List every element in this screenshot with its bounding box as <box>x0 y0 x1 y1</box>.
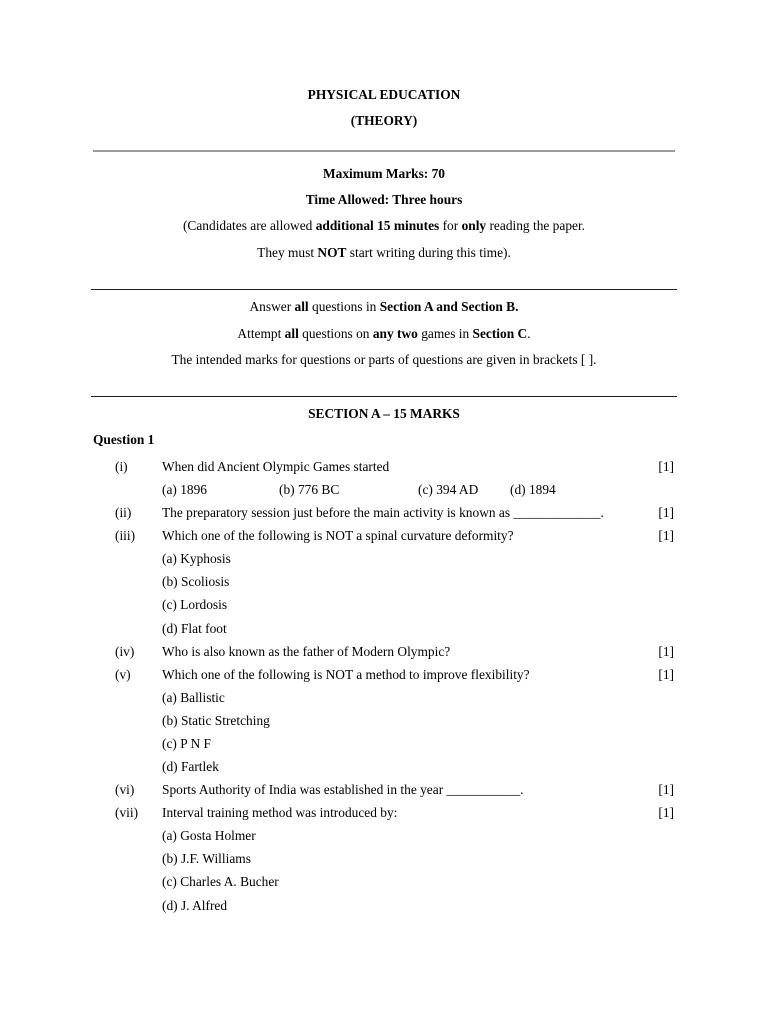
item-text: Interval training method was introduced by: <box>162 805 398 820</box>
item-marks: [1] <box>658 505 674 520</box>
option-d: (d) Fartlek <box>162 759 219 774</box>
item-number: (iii) <box>115 528 136 543</box>
instruction-line-2: Attempt all questions on any two games in Section C. <box>237 326 531 341</box>
item-marks: [1] <box>658 667 674 682</box>
item-marks: [1] <box>658 644 674 659</box>
item-number: (vi) <box>115 782 135 797</box>
option-b: (b) J.F. Williams <box>162 851 251 866</box>
option-d: (d) J. Alfred <box>162 898 228 913</box>
option-c: (c) 394 AD <box>418 482 479 497</box>
item-marks: [1] <box>658 528 674 543</box>
item-text: Which one of the following is NOT a spinal curvature deformity? <box>162 528 514 543</box>
option-d: (d) Flat foot <box>162 621 227 636</box>
question-label: Question 1 <box>93 432 155 447</box>
item-number: (vii) <box>115 805 139 820</box>
item-number: (i) <box>115 459 128 474</box>
option-b: (b) 776 BC <box>279 482 340 497</box>
option-a: (a) Kyphosis <box>162 551 231 566</box>
item-number: (iv) <box>115 644 135 659</box>
item-marks: [1] <box>658 459 674 474</box>
option-c: (c) P N F <box>162 736 211 751</box>
item-text: Sports Authority of India was established in the year ___________. <box>162 782 524 797</box>
option-a: (a) Gosta Holmer <box>162 828 256 843</box>
max-marks: Maximum Marks: 70 <box>323 166 445 181</box>
item-text: Which one of the following is NOT a method to improve flexibility? <box>162 667 530 682</box>
option-d: (d) 1894 <box>510 482 556 497</box>
item-text: When did Ancient Olympic Games started <box>162 459 390 474</box>
item-marks: [1] <box>658 805 674 820</box>
option-a: (a) Ballistic <box>162 690 225 705</box>
item-marks: [1] <box>658 782 674 797</box>
section-title: SECTION A – 15 MARKS <box>308 406 460 421</box>
option-c: (c) Charles A. Bucher <box>162 874 279 889</box>
item-number: (v) <box>115 667 131 682</box>
time-allowed: Time Allowed: Three hours <box>305 192 463 207</box>
item-text: Who is also known as the father of Modern Olympic? <box>162 644 451 659</box>
header-divider <box>93 150 675 152</box>
paper-type: (THEORY) <box>350 113 418 128</box>
option-a: (a) 1896 <box>162 482 207 497</box>
reading-note: (Candidates are allowed additional 15 minutes for only reading the paper. <box>182 218 586 233</box>
option-b: (b) Scoliosis <box>162 574 230 589</box>
instructions-divider <box>91 396 677 397</box>
item-number: (ii) <box>115 505 132 520</box>
info-divider <box>91 289 677 290</box>
option-b: (b) Static Stretching <box>162 713 270 728</box>
item-text: The preparatory session just before the main activity is known as _____________. <box>162 505 604 520</box>
writing-note: They must NOT start writing during this time). <box>257 245 511 260</box>
option-c: (c) Lordosis <box>162 597 228 612</box>
instruction-line-3: The intended marks for questions or parts of questions are given in brackets [ ]. <box>171 352 597 367</box>
instruction-line-1: Answer all questions in Section A and Section B. <box>249 299 519 314</box>
subject-title: PHYSICAL EDUCATION <box>307 87 461 102</box>
